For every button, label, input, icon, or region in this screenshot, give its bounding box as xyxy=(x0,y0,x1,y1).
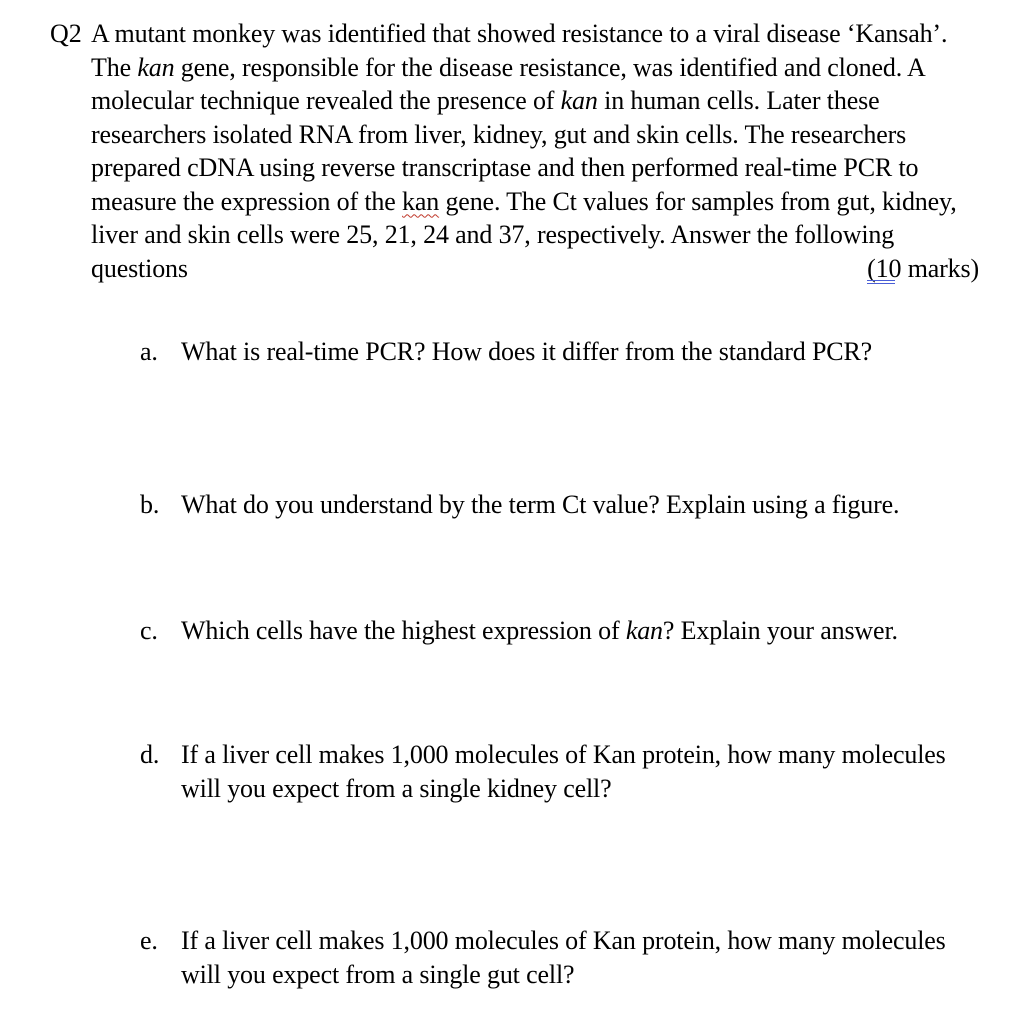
gene-name: kan xyxy=(625,616,663,645)
stem-text: molecular technique revealed the presence of xyxy=(91,86,561,115)
gene-name: kan xyxy=(137,52,175,82)
stem-line-7: liver and skin cells were 25, 21, 24 and 37, respectively. Answer the following xyxy=(91,220,895,249)
part-label: e. xyxy=(140,926,158,955)
question-number: Q2 xyxy=(50,19,82,48)
stem-text: The xyxy=(91,52,138,82)
part-text-segment: Which cells have the highest expression of xyxy=(181,616,626,645)
gene-name-spellcheck: kan xyxy=(402,186,440,216)
stem-text: gene, responsible for the disease resistance, was identified and cloned. A xyxy=(174,52,926,82)
stem-line-6 xyxy=(91,185,1011,219)
stem-text: in human cells. Later these xyxy=(597,86,880,115)
part-label: a. xyxy=(140,337,158,366)
stem-line-4: researchers isolated RNA from liver, kidney, gut and skin cells. The researchers xyxy=(91,119,907,149)
gene-name: kan xyxy=(560,86,598,115)
part-label: c. xyxy=(140,616,158,645)
stem-line-3 xyxy=(91,84,1011,118)
part-text: What do you understand by the term Ct value? Explain using a figure. xyxy=(181,490,900,519)
question-stem xyxy=(91,17,1011,285)
stem-text: questions xyxy=(91,253,188,283)
marks-underline xyxy=(867,280,895,284)
stem-text: gene. The Ct values for samples from gut, kidney, xyxy=(439,186,957,216)
marks-text: (10 marks) xyxy=(867,253,979,283)
part-text xyxy=(181,738,1021,805)
stem-line-5: prepared cDNA using reverse transcriptase and then performed real-time PCR to xyxy=(91,153,919,182)
part-text: What is real-time PCR? How does it differ from the standard PCR? xyxy=(181,337,873,366)
part-label: b. xyxy=(140,490,160,519)
part-text-segment: ? Explain your answer. xyxy=(662,616,898,645)
stem-line-8 xyxy=(91,252,979,286)
stem-line-1: A mutant monkey was identified that showed resistance to a viral disease ‘Kansah’. xyxy=(91,19,948,48)
stem-text: measure the expression of the xyxy=(91,186,403,216)
part-text-line: will you expect from a single kidney cell? xyxy=(181,773,612,803)
part-text xyxy=(181,924,1021,991)
part-text-line: If a liver cell makes 1,000 molecules of Kan protein, how many molecules xyxy=(181,926,946,955)
part-label: d. xyxy=(140,740,160,769)
part-text-line: If a liver cell makes 1,000 molecules of Kan protein, how many molecules xyxy=(181,740,946,769)
part-text xyxy=(181,614,1021,648)
stem-line-2 xyxy=(91,51,1011,85)
marks-allocation xyxy=(867,252,979,286)
part-text-line: will you expect from a single gut cell? xyxy=(181,959,575,989)
